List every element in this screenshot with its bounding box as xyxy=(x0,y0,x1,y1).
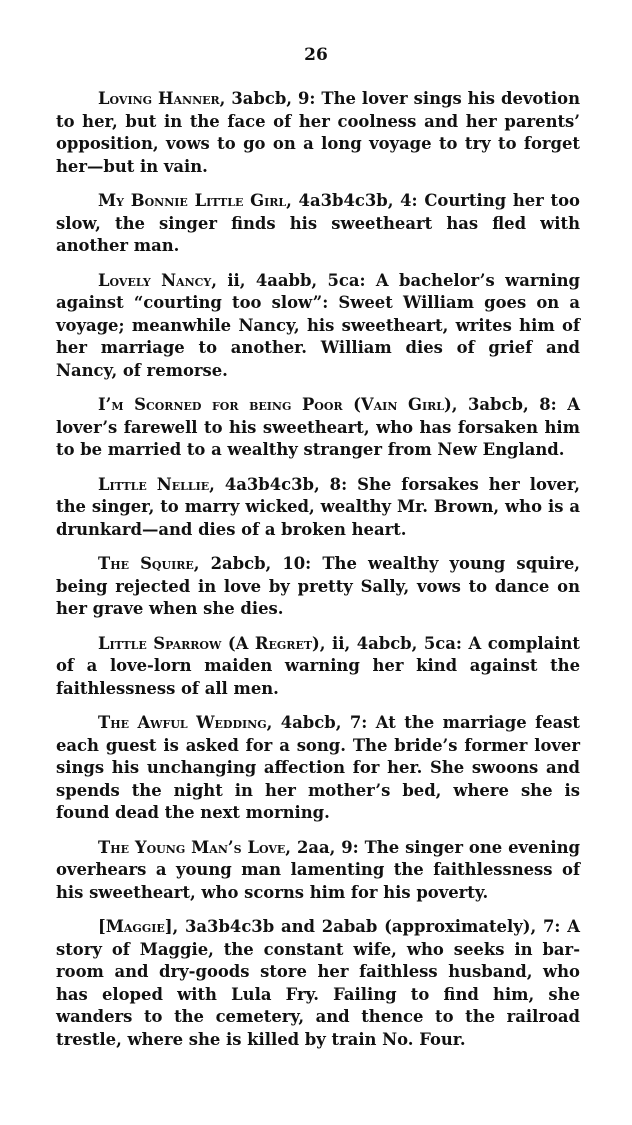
entry-description: 3abcb, 9: The lover sings his devotion to her, but in the face of her coolness and her parents’ opposition, vows to go on a long voyage to try to forget her—but in vain. xyxy=(56,89,580,176)
entry-title: The Awful Wedding, xyxy=(98,713,273,732)
entry-title: Loving Hanner, xyxy=(98,89,226,108)
entry-the-squire xyxy=(56,553,580,621)
entry-loving-hanner xyxy=(56,88,580,178)
entry-description: 4a3b4c3b, 8: She forsakes her lover, the singer, to marry wicked, wealthy Mr. Brown, who is a drunkard—and dies of a broken heart. xyxy=(56,474,580,539)
entry-little-sparrow xyxy=(56,633,580,701)
entry-alternate-title: (Vain Girl) xyxy=(353,395,452,414)
entry-my-bonnie-little-girl xyxy=(56,190,580,258)
entry-title: I’m Scorned for being Poor xyxy=(98,395,343,414)
entry-the-young-mans-love xyxy=(56,837,580,905)
entry-description: , ii, 4abcb, 5ca: A complaint of a love-lorn maiden warning her kind against the faithlessness of all men. xyxy=(56,633,580,698)
entry-im-scorned-for-being-poor xyxy=(56,394,580,462)
entry-title: Lovely Nancy, xyxy=(98,270,217,290)
entry-description: , 3abcb, 8: A lover’s farewell to his sweetheart, who has forsaken him to be married to a wealthy stranger from New England. xyxy=(56,395,580,459)
entry-description: 3a3b4c3b and 2abab (approximately), 7: A story of Maggie, the constant wife, who seeks in bar-room and dry-goods store her faithless husband, who has eloped with Lula Fry. Failing to find him, she wanders to the cemetery, and thence to the railroad trestle, where she is killed by train No. Four. xyxy=(56,917,580,1049)
entry-description: 2aa, 9: The singer one evening overhears a young man lamenting the faithlessness of his sweetheart, who scorns him for his poverty. xyxy=(56,837,580,902)
entry-description: 4a3b4c3b, 4: Courting her too slow, the singer finds his sweetheart has fled with another man. xyxy=(56,191,580,255)
entry-lovely-nancy xyxy=(56,270,580,383)
entry-description: ii, 4aabb, 5ca: A bachelor’s warning against “courting too slow”: Sweet William goes on a voyage; meanwhile Nancy, his sweetheart, writes him of her marriage to another. William dies of grief and Nancy, of remorse. xyxy=(56,270,580,380)
entry-title: My Bonnie Little Girl, xyxy=(98,191,292,210)
song-entries xyxy=(56,88,580,1063)
entry-little-nellie xyxy=(56,474,580,542)
entry-title: [Maggie], xyxy=(98,917,179,936)
entry-the-awful-wedding xyxy=(56,712,580,825)
entry-description: 4abcb, 7: At the marriage feast each guest is asked for a song. The bride’s former lover sings his unchanging affection for her. She swoons and spends the night in her mother’s bed, where she is found dead the next morning. xyxy=(56,713,580,822)
entry-title: The Squire, xyxy=(98,554,200,573)
entry-title: The Young Man’s Love, xyxy=(98,837,292,857)
entry-title: Little Nellie, xyxy=(98,474,215,494)
entry-title: Little Sparrow xyxy=(98,633,222,653)
page-number: 26 xyxy=(304,45,328,65)
entry-maggie xyxy=(56,916,580,1051)
entry-alternate-title: (A Regret) xyxy=(227,633,320,653)
entry-description: 2abcb, 10: The wealthy young squire, being rejected in love by pretty Sally, vows to dance on her grave when she dies. xyxy=(56,554,580,618)
